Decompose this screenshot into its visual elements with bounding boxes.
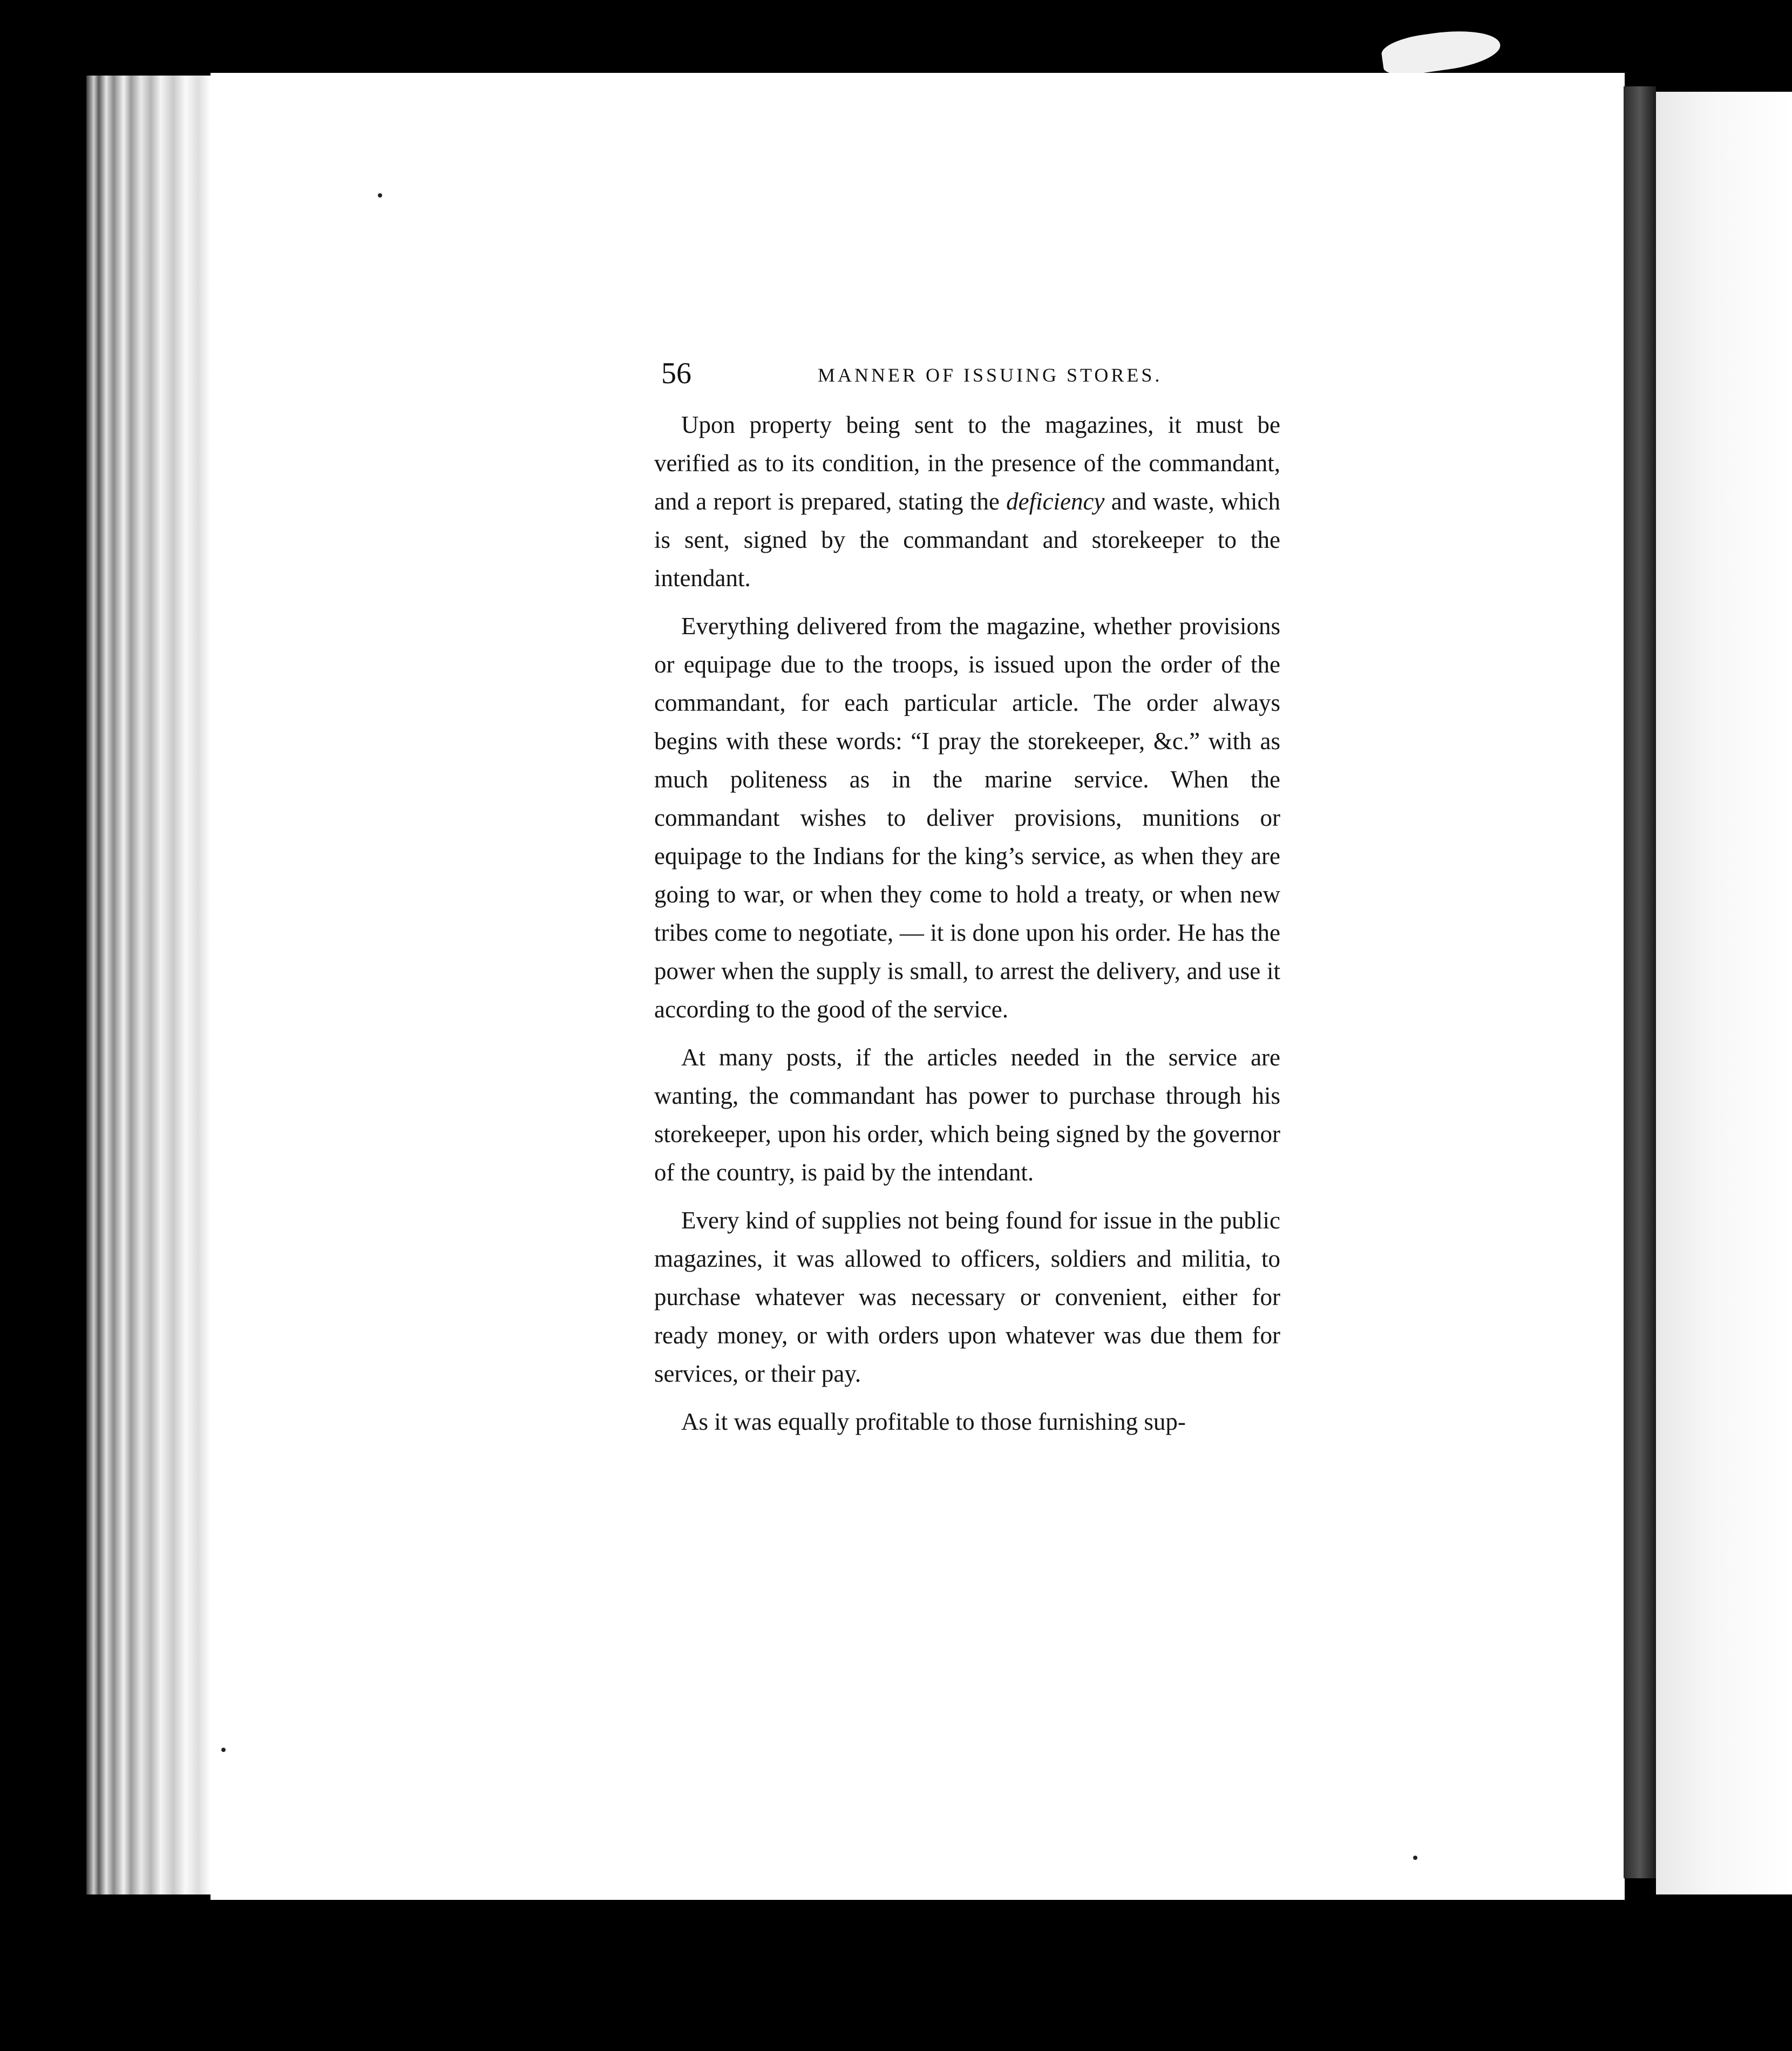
facing-page-edge <box>1656 92 1792 1894</box>
scan-speck <box>221 1748 226 1752</box>
paragraph-4: Every kind of supplies not being found for issue in the public magazines, it was allowed to officers, soldiers and militia, to purchase whatever was necessary or convenient, either for ready money, or with orders upon whatever was due them for services, or their pay. <box>654 1207 1280 1387</box>
book-gutter <box>1624 86 1656 1878</box>
italic-word: deficiency <box>1006 488 1105 515</box>
paragraph-2: Everything delivered from the magazine, whether provisions or equipage due to the troops, is issued upon the order of the commandant, for each particular article. The order always begins with these words: “I pray the storekeeper, &c.” with as much politeness as in the marine service. When the commandant wishes to deliver provisions, munitions or equipage to the Indians for the king’s service, as when they are going to war, or when they come to hold a treaty, or when new tribes come to negotiate, — it is done upon his order. He has the power when the supply is small, to arrest the delivery, and use it according to the good of the service. <box>654 613 1280 1023</box>
paragraph-3: At many posts, if the articles needed in the service are wanting, the commandant has power to purchase through his storekeeper, upon his order, which being signed by the governor of the country, is paid by the intendant. <box>654 1044 1280 1186</box>
page-number: 56 <box>661 357 691 390</box>
running-title: MANNER OF ISSUING STORES. <box>818 364 1163 386</box>
paragraph-5: As it was equally profitable to those furnishing sup- <box>681 1408 1186 1435</box>
tape-mark <box>1380 24 1503 78</box>
body-text <box>654 406 1280 1451</box>
paragraph-1 <box>654 406 1280 597</box>
paragraph-1-text-b: and waste, which is sent, signed by the commandant and storekeeper to the intendant. <box>654 488 1281 592</box>
paragraph-1-text-a: Upon property being sent to the magazines, it must be verified as to its condition, in the presence of the commandant, and a report is prepared, stating the <box>654 411 1280 515</box>
scan-speck <box>378 193 382 198</box>
book-page-edges <box>86 76 211 1894</box>
running-head <box>661 356 1277 399</box>
scan-speck <box>1413 1856 1417 1860</box>
